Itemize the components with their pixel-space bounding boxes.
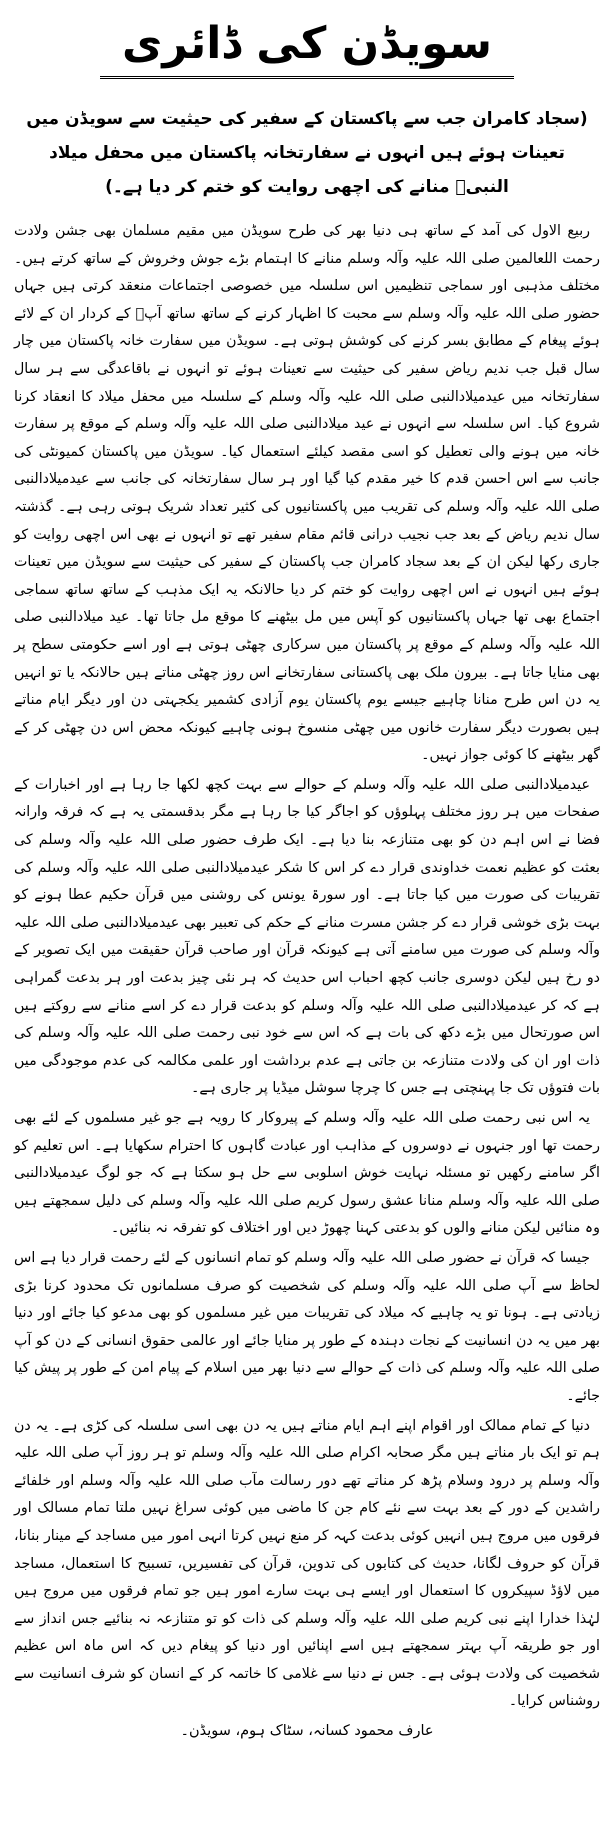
- article-body: [14, 218, 600, 1716]
- paragraph: جیسا کہ قرآن نے حضور صلی اللہ علیہ وآلہ وسلم کو تمام انسانوں کے لئے رحمت قرار دیا ہے اس لحاظ سے آپ صلی اللہ علیہ وآلہ وسلم کی شخصیت کو صرف مسلمانوں تک محدود کرنا بڑی زیادتی ہے۔ ہونا تو یہ چاہیے کہ میلاد کی تقریبات میں غیر مسلموں کو بھی مدعو کیا جائے اور دنیا بھر میں یہ دن انسانیت کے نجات دہندہ کے طور پر منایا جائے اور عالمی حقوق انسانی کے دن کو آپ صلی اللہ علیہ وآلہ وسلم کی ذات کے حوالے سے دنیا بھر میں اسلام کے پیام امن کے طور پر پیش کیا جائے۔: [14, 1249, 600, 1404]
- author-signature: عارف محمود کسانہ، سٹاک ہوم، سویڈن۔: [180, 1723, 434, 1740]
- paragraph: یہ اس نبی رحمت صلی اللہ علیہ وآلہ وسلم کے پیروکار کا رویہ ہے جو غیر مسلموں کے لئے بھی رحمت تھا اور جنہوں نے دوسروں کے مذاہب اور عبادت گاہوں کا احترام سکھایا ہے۔ اس تعلیم کو اگر سامنے رکھیں تو مسئلہ نہایت خوش اسلوبی سے حل ہو سکتا ہے کہ جو لوگ عیدمیلادالنبی صلی اللہ علیہ وآلہ وسلم منانا عشق رسول کریم صلی اللہ علیہ وآلہ وسلم کی دلیل سمجھتے ہیں وہ منائیں لیکن منانے والوں کو بدعتی کہنا چھوڑ دیں اور اختلاف کو تفرقہ نہ بنائیں۔: [14, 1110, 600, 1237]
- header: [14, 12, 600, 94]
- article-intro: (سجاد کامران جب سے پاکستان کے سفیر کی حیثیت سے سویڈن میں تعینات ہوئے ہیں انہوں نے سفارتخانہ پاکستان میں محفل میلاد النبیؐ منانے کی اچھی روایت کو ختم کر دیا ہے۔): [26, 109, 588, 197]
- paragraph: دنیا کے تمام ممالک اور اقوام اپنے اہم ایام مناتے ہیں یہ دن بھی اسی سلسلہ کی کڑی ہے۔ یہ دن ہم تو ایک بار مناتے ہیں مگر صحابہ اکرام صلی اللہ علیہ وآلہ وسلم تو ہر روز آپ صلی اللہ علیہ وآلہ وسلم پر درود وسلام پڑھ کر مناتے تھے دور رسالت مآب صلی اللہ علیہ وآلہ وسلم اور خلفائے راشدین کے دور کے بعد بہت سے نئے کام جن کا ماضی میں کوئی سراغ نہیں ملتا تمام مسالک اور فرقوں میں مروج ہیں انہیں کوئی بدعت کہہ کر منع نہیں کرتا انہی امور میں مساجد کے مینار بنانا، قرآن کو حروف لگانا، حدیث کی کتابوں کی تدوین، قرآن کی تفسیریں، تسبیح کا استعمال، مساجد میں لاؤڈ سپیکروں کا استعمال اور ایسے ہی بہت سارے امور ہیں جو تمام فرقوں میں مروج ہیں لہٰذا خدارا اپنے نبی کریم صلی اللہ علیہ وآلہ وسلم کی ذات کو تو متنازعہ نہ بنائیے جس انداز سے اور جو طریقہ آپ بہتر سمجھتے ہیں اسے اپنائیں اور دنیا کو پیغام دیں کہ اس ماہ اس عظیم شخصیت کی ولادت ہوئی ہے۔ جس نے دنیا سے غلامی کا خاتمہ کر کے انسان کو شرف انسانیت سے روشناس کرایا۔: [14, 1417, 600, 1710]
- page-title: سویڈن کی ڈائری: [100, 16, 514, 79]
- paragraph: عیدمیلادالنبی صلی اللہ علیہ وآلہ وسلم کے حوالے سے بہت کچھ لکھا جا رہا ہے اور اخبارات کے صفحات میں ہر روز مختلف پہلوؤں کو اجاگر کیا جا رہا ہے مگر بدقسمتی یہ ہے کہ فرقہ وارانہ فضا نے اس اہم دن کو بھی متنازعہ بنا دیا ہے۔ ایک طرف حضور صلی اللہ علیہ وآلہ وسلم کی بعثت کو عظیم نعمت خداوندی قرار دے کر اس کا شکر عیدمیلادالنبی صلی اللہ علیہ وآلہ وسلم کی تقریبات کی صورت میں کیا جاتا ہے۔ اور سورۃ یونس کی روشنی میں قرآن حکیم عطا ہونے کو بہت بڑی خوشی قرار دے کر جشن مسرت منانے کے حکم کی تعبیر بھی عیدمیلادالنبی صلی اللہ علیہ وآلہ وسلم کی صورت میں سامنے آتی ہے کیونکہ قرآن اور صاحب قرآن حقیقت میں ایک تصویر کے دو رخ ہیں لیکن دوسری جانب کچھ احباب اس حدیث کہ ہر نئی چیز بدعت اور ہر بدعت گمراہی ہے کہ کر عیدمیلادالنبی صلی اللہ علیہ وآلہ وسلم کو بدعت قرار دے کر اسے منانے سے روکتے ہیں اس صورتحال میں بڑے دکھ کی بات ہے کہ اس سے خود نبی رحمت صلی اللہ علیہ وآلہ وسلم کی ذات اور ان کی ولادت متنازعہ بن جاتی ہے عدم برداشت اور علمی مکالمہ کی عدم موجودگی میں بات فتوؤں تک جا پہنچتی ہے جس کا چرچا سوشل میڈیا پر جاری ہے۔: [14, 776, 600, 1097]
- paragraph: ربیع الاول کی آمد کے ساتھ ہی دنیا بھر کی طرح سویڈن میں مقیم مسلمان بھی جشن ولادت رحمت اللعالمین صلی اللہ علیہ وآلہ وسلم منانے کا اہتمام بڑے جوش وخروش کے ساتھ کرتے ہیں۔ مختلف مذہبی اور سماجی تنظیمیں اس سلسلہ میں خصوصی اجتماعات منعقد کرتی ہیں جہاں حضور صلی اللہ علیہ وآلہ وسلم سے محبت کا اظہار کرنے کے ساتھ ساتھ آپؐ کے کردار ان کے لائے ہوئے پیغام کے مطابق بسر کرنے کی کوشش ہوتی ہے۔ سویڈن میں سفارت خانہ پاکستان میں چار سال قبل جب ندیم ریاض سفیر کی حیثیت سے تعینات ہوئے تو انہوں نے باقاعدگی سے ہر سال سفارتخانہ میں عیدمیلادالنبی صلی اللہ علیہ وآلہ وسلم کے سلسلہ میں محفل میلاد کا انعقاد کرنا شروع کیا۔ اس سلسلہ سے انہوں نے عید میلادالنبی صلی اللہ علیہ وآلہ وسلم کے موقع پر سفارت خانہ میں ہونے والی تعطیل کو اسی مقصد کیلئے استعمال کیا۔ سویڈن میں پاکستان کمیونٹی کی جانب سے اس احسن قدم کا خیر مقدم کیا گیا اور ہر سال سفارتخانہ کی جانب سے عیدمیلادالنبی صلی اللہ علیہ وآلہ وسلم کی تقریب میں پاکستانیوں کی کثیر تعداد شریک ہوتی رہی ہے۔ گذشتہ سال ندیم ریاض کے بعد جب نجیب درانی قائم مقام سفیر تھے تو انہوں نے بھی اس اچھی روایت کو جاری رکھا لیکن ان کے بعد سجاد کامران جب پاکستان کے سفیر کی حیثیت سے سویڈن میں تعینات ہوئے ہیں انہوں نے اس اچھی روایت کو ختم کر دیا حالانکہ یہ ایک مذہب کے ساتھ ساتھ سماجی اجتماع بھی تھا جہاں پاکستانیوں کو آپس میں مل بیٹھنے کا موقع مل جاتا تھا۔ عید میلادالنبی صلی اللہ علیہ وآلہ وسلم کے موقع پر پاکستان میں سرکاری چھٹی ہوتی ہے اور اسے حکومتی سطح پر بھی منایا جاتا ہے۔ بیرون ملک بھی پاکستانی سفارتخانے اس روز چھٹی مناتے ہیں حالانکہ یا تو انہیں یہ دن اس طرح منانا چاہیے جیسے یوم پاکستان یوم آزادی کشمیر یکجہتی دن اور دیگر ایام مناتے ہیں بصورت دیگر سفارت خانوں میں چھٹی منسوخ ہونی چاہیے کیونکہ محض اس دن چھٹی کر کے گھر بیٹھنے کا کوئی جواز نہیں۔: [14, 223, 600, 764]
